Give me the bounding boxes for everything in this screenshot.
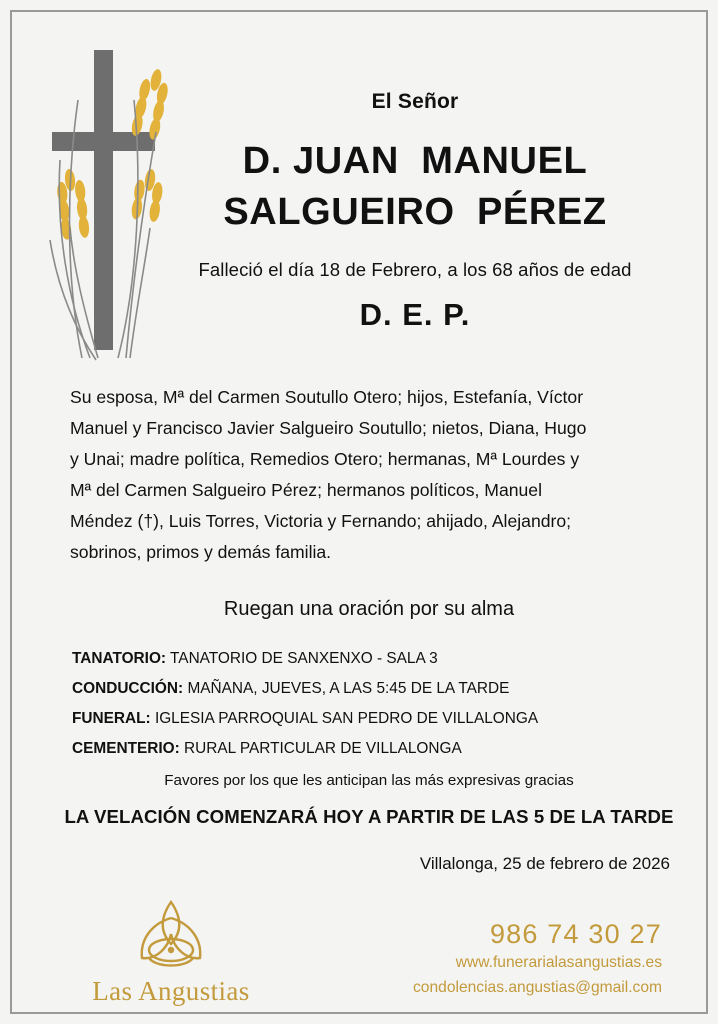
detail-row	[72, 734, 672, 764]
detail-label: CEMENTERIO:	[72, 740, 180, 757]
service-details	[72, 644, 672, 764]
family-line: Mª del Carmen Salgueiro Pérez; hermanos políticos, Manuel	[70, 480, 542, 500]
logo-text: Las Angustias	[92, 976, 250, 1006]
detail-value: TANATORIO DE SANXENXO - SALA 3	[170, 650, 438, 667]
family-line: y Unai; madre política, Remedios Otero; hermanas, Mª Lourdes y	[70, 449, 580, 469]
angustias-emblem-icon	[56, 898, 286, 978]
email-link[interactable]: condolencias.angustias@gmail.com	[413, 979, 662, 996]
family-line: sobrinos, primos y demás familia.	[70, 542, 332, 562]
website-link[interactable]: www.funerarialasangustias.es	[455, 954, 662, 971]
card-content	[20, 20, 698, 1004]
detail-row	[72, 644, 672, 674]
detail-value: MAÑANA, JUEVES, A LAS 5:45 DE LA TARDE	[187, 680, 510, 697]
family-line: Manuel y Francisco Javier Salgueiro Soutullo; nietos, Diana, Hugo	[70, 418, 587, 438]
vigil-notice: LA VELACIÓN COMENZARÁ HOY A PARTIR DE LAS 5 DE LA TARDE	[64, 806, 674, 827]
detail-label: FUNERAL:	[72, 710, 151, 727]
detail-label: CONDUCCIÓN:	[72, 680, 184, 697]
family-paragraph	[70, 382, 668, 568]
detail-row	[72, 674, 672, 704]
death-info: Falleció el día 18 de Febrero, a los 68 años de edad	[198, 258, 632, 280]
detail-value: RURAL PARTICULAR DE VILLALONGA	[184, 740, 462, 757]
honorific: El Señor	[371, 90, 459, 113]
contact-block	[332, 918, 662, 1000]
name-line-1: D. JUAN MANUEL	[242, 140, 588, 182]
detail-label: TANATORIO:	[72, 650, 167, 667]
family-line: Méndez (†), Luis Torres, Victoria y Fernando; ahijado, Alejandro;	[70, 511, 572, 531]
dep-text: D. E. P.	[359, 296, 471, 332]
detail-row	[72, 704, 672, 734]
place-date: Villalonga, 25 de febrero de 2026	[419, 854, 670, 873]
funeral-home-logo	[56, 898, 286, 1016]
family-line: Su esposa, Mª del Carmen Soutullo Otero; hijos, Estefanía, Víctor	[70, 387, 584, 407]
thanks-line: Favores por los que les anticipan las más expresivas gracias	[164, 772, 574, 789]
name-line-2: SALGUEIRO PÉREZ	[223, 191, 607, 234]
prayer-line: Ruegan una oración por su alma	[223, 598, 515, 620]
detail-value: IGLESIA PARROQUIAL SAN PEDRO DE VILLALONGA	[154, 710, 539, 727]
header-block	[150, 90, 680, 333]
deceased-name	[150, 136, 680, 239]
phone-number[interactable]: 986 74 30 27	[489, 919, 662, 949]
